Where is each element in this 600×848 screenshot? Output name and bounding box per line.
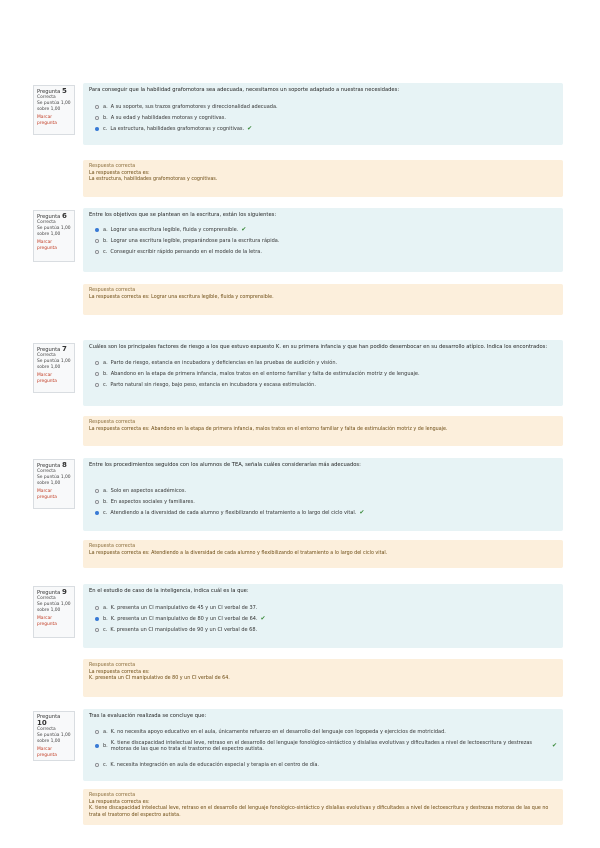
question-info bbox=[33, 459, 75, 509]
check-icon: ✔ bbox=[247, 125, 253, 132]
question-number: Pregunta 5 bbox=[37, 87, 67, 95]
feedback-line: La respuesta correcta es: Abandono en la etapa de primera infancia, malos tratos en el entorno familiar y falta de estimulación motriz y de lenguaje. bbox=[89, 426, 448, 432]
answer-list bbox=[95, 360, 557, 388]
question-content bbox=[83, 83, 563, 145]
answer-option[interactable]: a. Lograr una escritura legible, fluida y comprensible. ✔ bbox=[95, 227, 557, 233]
feedback-title: Respuesta correcta bbox=[89, 793, 136, 798]
question-status: Correcta bbox=[37, 596, 56, 601]
feedback-title: Respuesta correcta bbox=[89, 663, 136, 668]
feedback-box bbox=[83, 659, 563, 697]
feedback-line: La respuesta correcta es: bbox=[89, 170, 150, 176]
question-text: Cuáles son los principales factores de riesgo a los que estuvo expuesto K. en su primera infancia y que han podido desembocar en su desarrollo atípico. Indica los encontrados: bbox=[89, 344, 548, 350]
feedback-line: K. presenta un CI manipulativo de 80 y un CI verbal de 64. bbox=[89, 676, 230, 681]
question-content bbox=[83, 584, 563, 648]
answer-option[interactable]: c. Conseguir escribir rápido pensando en el modelo de la letra. bbox=[95, 249, 557, 255]
feedback-box bbox=[83, 160, 563, 197]
question-grade: Se puntúa 1,00 sobre 1,00 bbox=[37, 602, 71, 613]
question-grade: Se puntúa 1,00 sobre 1,00 bbox=[37, 359, 71, 370]
radio-button-selected[interactable] bbox=[95, 228, 99, 232]
question-info bbox=[33, 343, 75, 393]
radio-button[interactable] bbox=[95, 239, 99, 243]
question-status: Correcta bbox=[37, 353, 56, 358]
question-number: Pregunta 9 bbox=[37, 588, 67, 596]
answer-option[interactable]: b. K. presenta un CI manipulativo de 80 y un CI verbal de 64. ✔ bbox=[95, 616, 557, 622]
feedback-box bbox=[83, 789, 563, 825]
feedback-title: Respuesta correcta bbox=[89, 420, 136, 425]
radio-button[interactable] bbox=[95, 500, 99, 504]
question-grade: Se puntúa 1,00 sobre 1,00 bbox=[37, 226, 71, 237]
question-grade: Se puntúa 1,00 sobre 1,00 bbox=[37, 101, 71, 112]
question-info bbox=[33, 85, 75, 135]
radio-button-selected[interactable] bbox=[95, 744, 99, 748]
answer-option[interactable]: c. K. presenta un CI manipulativo de 90 y un CI verbal de 68. bbox=[95, 627, 557, 633]
radio-button[interactable] bbox=[95, 489, 99, 493]
feedback-line: La estructura, habilidades grafomotoras y cognitivas. bbox=[89, 177, 218, 182]
answer-option[interactable]: a. Parto de riesgo, estancia en incubadora y deficiencias en las pruebas de audición y visión. bbox=[95, 360, 557, 366]
question-status: Correcta bbox=[37, 95, 56, 100]
answer-option[interactable]: c. La estructura, habilidades grafomotoras y cognitivas. ✔ bbox=[95, 126, 557, 132]
flag-question-link[interactable]: Marcar pregunta bbox=[37, 747, 57, 758]
question-content bbox=[83, 458, 563, 531]
question-number: Pregunta 7 bbox=[37, 345, 67, 353]
feedback-box bbox=[83, 416, 563, 446]
question-text: Tras la evaluación realizada se concluye que: bbox=[89, 713, 207, 719]
answer-option[interactable]: a. K. presenta un CI manipulativo de 45 y un CI verbal de 37. bbox=[95, 605, 557, 611]
question-grade: Se puntúa 1,00 sobre 1,00 bbox=[37, 475, 71, 486]
flag-question-link[interactable]: Marcar pregunta bbox=[37, 115, 57, 126]
feedback-title: Respuesta correcta bbox=[89, 164, 136, 169]
answer-option[interactable]: c. Atendiendo a la diversidad de cada alumno y flexibilizando el tratamiento a lo largo del ciclo vital. ✔ bbox=[95, 510, 557, 516]
question-content bbox=[83, 709, 563, 781]
question-grade: Se puntúa 1,00 sobre 1,00 bbox=[37, 733, 71, 744]
radio-button[interactable] bbox=[95, 383, 99, 387]
feedback-line: La respuesta correcta es: Lograr una escritura legible, fluida y comprensible. bbox=[89, 294, 274, 300]
feedback-title: Respuesta correcta bbox=[89, 544, 136, 549]
radio-button-selected[interactable] bbox=[95, 511, 99, 515]
feedback-title: Respuesta correcta bbox=[89, 288, 136, 293]
answer-list bbox=[95, 729, 557, 768]
radio-button[interactable] bbox=[95, 606, 99, 610]
question-status: Correcta bbox=[37, 727, 56, 732]
answer-option[interactable]: b. Abandono en la etapa de primera infancia, malos tratos en el entorno familiar y falta de estimulación motriz y de lenguaje. bbox=[95, 371, 557, 377]
answer-option[interactable]: b. A su edad y habilidades motoras y cognitivas. bbox=[95, 115, 557, 121]
question-status: Correcta bbox=[37, 220, 56, 225]
radio-button[interactable] bbox=[95, 105, 99, 109]
radio-button[interactable] bbox=[95, 730, 99, 734]
question-info bbox=[33, 711, 75, 761]
radio-button[interactable] bbox=[95, 250, 99, 254]
radio-button[interactable] bbox=[95, 361, 99, 365]
check-icon: ✔ bbox=[260, 615, 266, 622]
question-number: Pregunta 10 bbox=[37, 714, 61, 727]
question-number: Pregunta 8 bbox=[37, 461, 67, 469]
answer-list bbox=[95, 227, 557, 255]
radio-button-selected[interactable] bbox=[95, 127, 99, 131]
radio-button[interactable] bbox=[95, 763, 99, 767]
answer-option[interactable]: a. K. no necesita apoyo educativo en el aula, únicamente refuerzo en el desarrollo del lenguaje con logopeda y ejercicios de motricidad. bbox=[95, 729, 557, 735]
feedback-line: La respuesta correcta es: Atendiendo a la diversidad de cada alumno y flexibilizando el tratamiento a lo largo del ciclo vital. bbox=[89, 550, 388, 556]
flag-question-link[interactable]: Marcar pregunta bbox=[37, 616, 57, 627]
answer-list bbox=[95, 104, 557, 132]
radio-button[interactable] bbox=[95, 372, 99, 376]
answer-option[interactable]: c. K. necesita integración en aula de educación especial y terapia en el centro de día. bbox=[95, 762, 557, 768]
check-icon: ✔ bbox=[241, 226, 247, 233]
answer-list bbox=[95, 605, 557, 633]
question-info bbox=[33, 586, 75, 638]
answer-option[interactable]: a. Solo en aspectos académicos. bbox=[95, 488, 557, 494]
radio-button-selected[interactable] bbox=[95, 617, 99, 621]
question-info bbox=[33, 210, 75, 262]
feedback-line: K. tiene discapacidad intelectual leve, retraso en el desarrollo del lenguaje fonológico-sintáctico y dislalias evolutivas y dificultades a nivel de lectoescritura y destrezas motoras de las que no trata el trastorno del espectro autista. bbox=[89, 806, 549, 818]
question-status: Correcta bbox=[37, 469, 56, 474]
feedback-box bbox=[83, 284, 563, 315]
check-icon: ✔ bbox=[551, 742, 557, 749]
answer-option[interactable]: b. K. tiene discapacidad intelectual leve, retraso en el desarrollo del lenguaje fonológico-sintáctico y dislalias evolutivas y dificultades a nivel de lectoescritura y destrezas motoras de las que no trata el trastorno del espectro autista. ✔ bbox=[95, 740, 557, 752]
radio-button[interactable] bbox=[95, 116, 99, 120]
answer-option[interactable]: b. Lograr una escritura legible, preparándose para la escritura rápida. bbox=[95, 238, 557, 244]
question-number: Pregunta 6 bbox=[37, 212, 67, 220]
flag-question-link[interactable]: Marcar pregunta bbox=[37, 373, 57, 384]
feedback-box bbox=[83, 540, 563, 568]
check-icon: ✔ bbox=[359, 509, 365, 516]
question-text: Para conseguir que la habilidad grafomotora sea adecuada, necesitamos un soporte adaptado a nuestras necesidades: bbox=[89, 87, 400, 93]
feedback-line: La respuesta correcta es: bbox=[89, 669, 150, 675]
flag-question-link[interactable]: Marcar pregunta bbox=[37, 240, 57, 251]
answer-option[interactable]: a. A su soporte, sus trazos grafomotores y direccionalidad adecuada. bbox=[95, 104, 557, 110]
flag-question-link[interactable]: Marcar pregunta bbox=[37, 489, 57, 500]
radio-button[interactable] bbox=[95, 628, 99, 632]
question-content bbox=[83, 340, 563, 406]
question-content bbox=[83, 208, 563, 272]
question-text: Entre los procedimientos seguidos con los alumnos de TEA, señala cuáles considerarías más adecuados: bbox=[89, 462, 361, 468]
answer-option[interactable]: c. Parto natural sin riesgo, bajo peso, estancia en incubadora y escasa estimulación. bbox=[95, 382, 557, 388]
feedback-line: La respuesta correcta es: bbox=[89, 799, 150, 805]
question-text: En el estudio de caso de la inteligencia, indica cuál es la que: bbox=[89, 588, 249, 594]
answer-option[interactable]: b. En aspectos sociales y familiares. bbox=[95, 499, 557, 505]
question-text: Entre los objetivos que se plantean en la escritura, están los siguientes: bbox=[89, 212, 277, 218]
answer-list bbox=[95, 488, 557, 516]
